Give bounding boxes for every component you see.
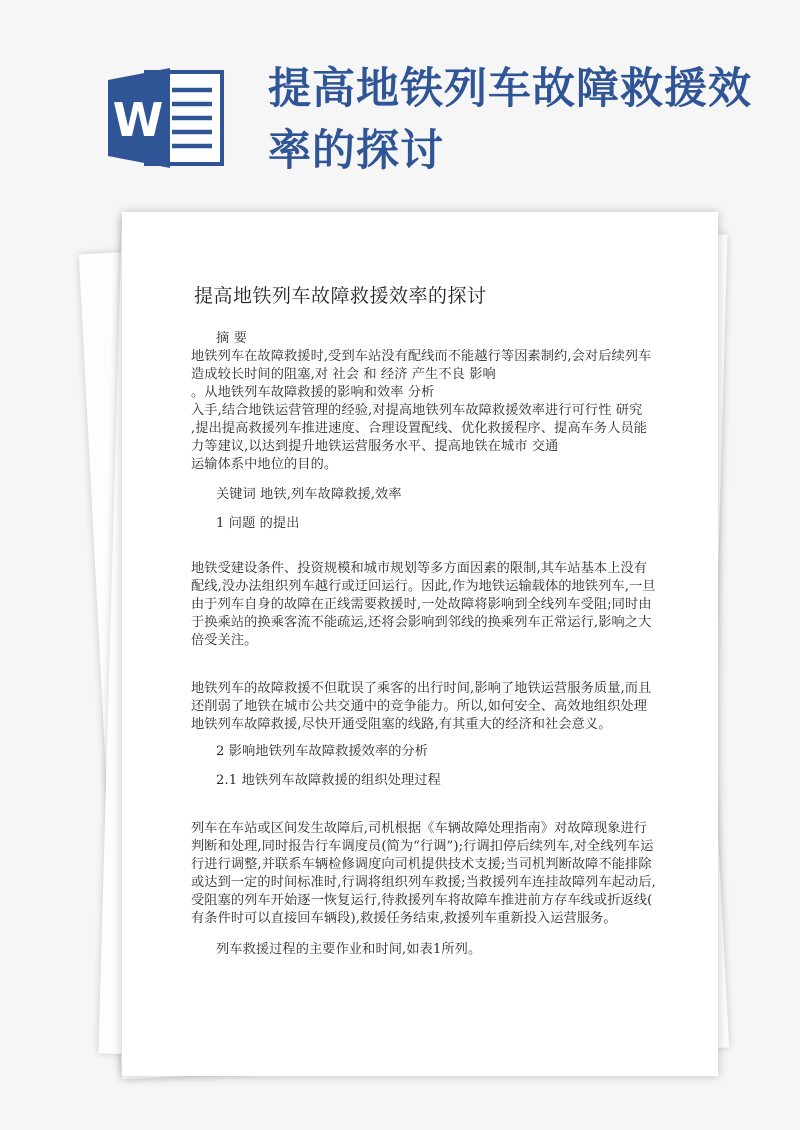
document-line: 还削弱了地铁在城市公共交通中的竞争能力。所以,如何安全、高效地组织处理 <box>191 699 648 714</box>
document-line: 1 问题 的提出 <box>216 516 300 531</box>
document-line: 地铁列车故障救援,尽快开通受阻塞的线路,有其重大的经济和社会意义。 <box>191 717 612 732</box>
document-line: 造成较长时间的阻塞,对 社会 和 经济 产生不良 影响 <box>191 367 496 382</box>
document-line: 受阻塞的列车开始逐一恢复运行,待救援列车将故障车推进前方存车线或折返线( <box>191 893 653 908</box>
document-line: 入手,结合地铁运营管理的经验,对提高地铁列车故障救援效率进行可行性 研究 <box>191 403 643 418</box>
document-line: 行进行调整,并联系车辆检修调度向司机提供技术支援;当司机判断故障不能排除 <box>191 857 652 872</box>
document-line: 列车救援过程的主要作业和时间,如表1所列。 <box>216 942 482 957</box>
document-line: ,提出提高救援列车推进速度、合理设置配线、优化救援程序、提高车务人员能 <box>191 421 648 436</box>
document-line: 或达到一定的时间标准时,行调将组织列车救援;当救援列车连挂故障列车起动后, <box>191 875 656 890</box>
document-line: 2 影响地铁列车故障救援效率的分析 <box>216 744 429 759</box>
document-line: 判断和处理,同时报告行车调度员(简为“行调”);行调扣停后续列车,对全线列车运 <box>191 839 654 854</box>
document-line: 2.1 地铁列车故障救援的组织处理过程 <box>216 773 441 788</box>
document-line: 地铁受建设条件、投资规模和城市规划等多方面因素的限制,其车站基本上没有 <box>191 561 648 576</box>
document-line: 于换乘站的换乘客流不能疏运,还将会影响到邻线的换乘列车正常运行,影响之大 <box>191 615 652 630</box>
document-line: 。从地铁列车故障救援的影响和效率 分析 <box>191 385 435 400</box>
document-line: 摘 要 <box>216 331 247 346</box>
document-line: 运输体系中地位的目的。 <box>191 457 338 472</box>
document-line: 地铁列车在故障救援时,受到车站没有配线而不能越行等因素制约,会对后续列车 <box>191 349 652 364</box>
document-title: 提高地铁列车故障救援效率的探讨 <box>194 285 487 307</box>
word-letter: W <box>112 93 164 147</box>
document-line: 关键词 地铁,列车故障救援,效率 <box>216 487 402 502</box>
document-line: 有条件时可以直接回车辆段),救援任务结束,救援列车重新投入运营服务。 <box>191 911 617 926</box>
document-line: 力等建议,以达到提升地铁运营服务水平、提高地铁在城市 交通 <box>191 439 559 454</box>
document-line: 倍受关注。 <box>191 633 258 648</box>
banner-title: 提高地铁列车故障救援效率的探讨 <box>268 64 752 176</box>
document-line: 配线,没办法组织列车越行或迂回运行。因此,作为地铁运输载体的地铁列车,一旦 <box>191 579 656 594</box>
word-document-icon <box>108 68 226 168</box>
document-line: 由于列车自身的故障在正线需要救援时,一处故障将影响到全线列车受阻;同时由 <box>191 597 652 612</box>
document-line: 地铁列车的故障救援不但耽误了乘客的出行时间,影响了地铁运营服务质量,而且 <box>191 681 652 696</box>
document-line: 列车在车站或区间发生故障后,司机根据《车辆故障处理指南》对故障现象进行 <box>191 821 648 836</box>
